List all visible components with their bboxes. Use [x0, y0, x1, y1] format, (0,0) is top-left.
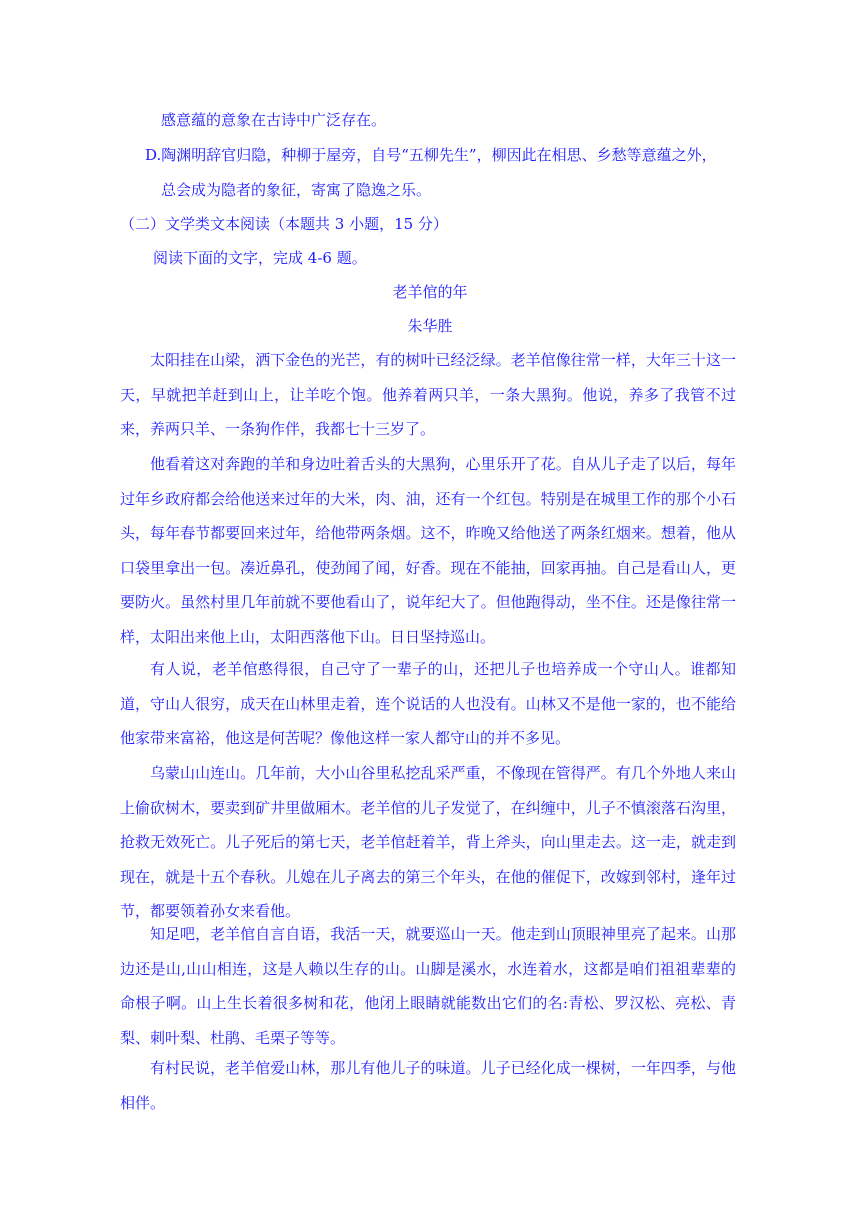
article-paragraph-6: 有村民说，老羊倌爱山林，那儿有他儿子的味道。儿子已经化成一棵树，一年四季，与他相伴。	[120, 1059, 736, 1112]
article-paragraph-1: 太阳挂在山梁，洒下金色的光芒，有的树叶已经泛绿。老羊倌像往常一样，大年三十这一天，早就把羊赶到山上，让羊吃个饱。他养着两只羊，一条大黑狗。他说，养多了我管不过来，养两只羊、一条狗作伴，我都七十三岁了。	[120, 351, 736, 438]
article-paragraph-3: 有人说，老羊倌憨得很，自己守了一辈子的山，还把儿子也培养成一个守山人。谁都知道，守山人很穷，成天在山林里走着，连个说话的人也没有。山林又不是他一家的，也不能给他家带来富裕，他这是何苦呢？像他这样一家人都守山的并不多见。	[120, 660, 736, 747]
article-paragraph-4: 乌蒙山山连山。几年前，大小山谷里私挖乱采严重，不像现在管得严。有几个外地人来山上偷砍树木，要卖到矿井里做厢木。老羊倌的儿子发觉了，在纠缠中，儿子不慎滚落石沟里，抢救无效死亡。儿子死后的第七天，老羊倌赶着羊，背上斧头，向山里走去。这一走，就走到现在，就是十五个春秋。儿媳在儿子离去的第三个年头，在他的催促下，改嫁到邻村，逢年过节，都要领着孙女来看他。	[120, 764, 736, 920]
section-heading: （二）文学类文本阅读（本题共 3 小题，15 分）	[120, 215, 448, 233]
article-author: 朱华胜	[407, 317, 453, 335]
option-c-continuation: 感意蕴的意象在古诗中广泛存在。	[161, 111, 387, 129]
section-instruction: 阅读下面的文字，完成 4-6 题。	[153, 249, 367, 267]
option-d-line-1: D.陶渊明辞官归隐，种柳于屋旁，自号“五柳先生”，柳因此在相思、乡愁等意蕴之外，	[145, 146, 717, 164]
article-title: 老羊倌的年	[392, 283, 468, 301]
article-paragraph-2: 他看着这对奔跑的羊和身边吐着舌头的大黑狗，心里乐开了花。自从儿子走了以后，每年过年乡政府都会给他送来过年的大米，肉、油，还有一个红包。特别是在城里工作的那个小石头，每年春节都要回来过年，给他带两条烟。这不，昨晚又给他送了两条红烟来。想着，他从口袋里拿出一包。凑近鼻孔，使劲闻了闻，好香。现在不能抽，回家再抽。自己是看山人，更要防火。虽然村里几年前就不要他看山了，说年纪大了。但他跑得动，坐不住。还是像往常一 样，太阳出来他上山，太阳西落他下山。日日坚持巡山。	[120, 455, 736, 646]
article-paragraph-5: 知足吧，老羊倌自言自语，我活一天，就要巡山一天。他走到山顶眼神里亮了起来。山那边还是山,山山相连，这是人赖以生存的山。山脚是溪水，水连着水，这都是咱们祖祖辈辈的命根子啊。山上生长着很多树和花，他闭上眼睛就能数出它们的名:青松、罗汉松、亮松、青梨、刺叶梨、杜鹃、毛栗子等等。	[120, 925, 736, 1047]
option-d-line-2: 总会成为隐者的象征，寄寓了隐逸之乐。	[161, 181, 432, 199]
